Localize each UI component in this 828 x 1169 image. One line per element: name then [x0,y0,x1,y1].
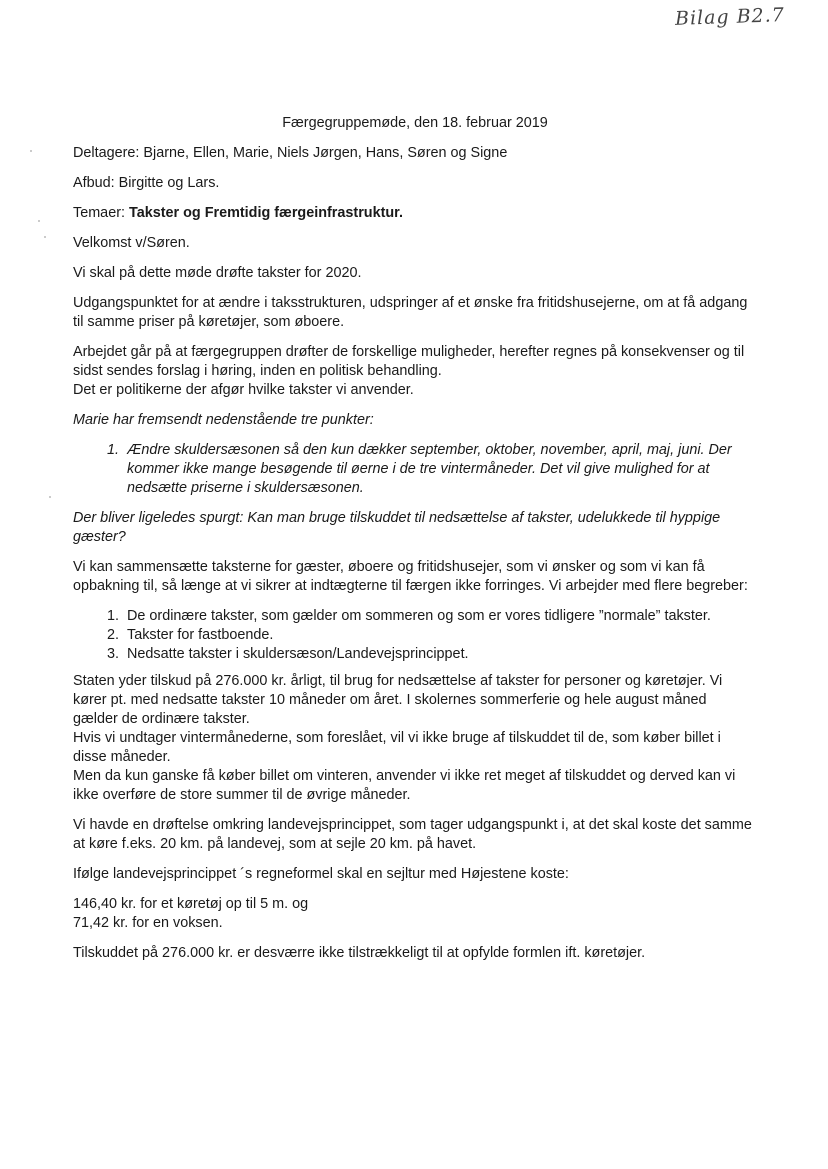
scan-speck [38,220,40,222]
scan-speck [49,496,51,498]
themes-value: Takster og Fremtidig færgeinfrastruktur. [128,205,403,221]
marie-intro: Marie har fremsendt nedenstående tre punkter: [73,412,374,428]
list-item: 2. Takster for fastboende. [123,626,753,645]
paragraph-5b: Hvis vi undtager vintermånederne, som foreslået, vil vi ikke bruge af tilskuddet til de, som køber billet i disse måneder. [73,730,721,765]
paragraph-3 [73,343,753,400]
absent-line: Afbud: Birgitte og Lars. [73,175,220,191]
themes-label: Temaer: [73,205,129,221]
participants-line: Deltagere: Bjarne, Ellen, Marie, Niels Jørgen, Hans, Søren og Signe [73,145,508,161]
appendix-stamp: Bilag B2.7 [674,4,786,30]
concepts-list [73,607,753,664]
welcome-line: Velkomst v/Søren. [73,235,190,251]
paragraph-1: Vi skal på dette møde drøfte takster for 2020. [73,265,362,281]
list-item: 1. De ordinære takster, som gælder om sommeren og som er vores tidligere ”normale” takster. [123,607,753,626]
paragraph-8: Tilskuddet på 276.000 kr. er desværre ikke tilstrækkeligt til at opfylde formlen ift. køretøjer. [73,945,646,961]
marie-points-list [73,441,753,498]
prices-block [73,895,753,933]
paragraph-5a: Staten yder tilskud på 276.000 kr. årligt, til brug for nedsættelse af takster for personer og køretøjer. Vi kører pt. med nedsatte takster 10 måneder om året. I skolernes sommerferie og hele august måned gælder de ordinære takster. [73,673,723,727]
list-item: 3. Nedsatte takster i skuldersæson/Landevejsprincippet. [123,645,753,664]
document-title: Færgegruppemøde, den 18. februar 2019 [282,115,548,131]
price-adult: 71,42 kr. for en voksen. [73,915,223,931]
paragraph-7: Ifølge landevejsprincippet ´s regneformel skal en sejltur med Højestene koste: [73,866,569,882]
paragraph-4: Vi kan sammensætte taksterne for gæster, øboere og fritidshusejer, som vi ønsker og som vi kan få opbakning til, så længe at vi sikrer at indtægterne til færgen ikke forringes. Vi arbejder med flere begreber: [73,559,748,594]
paragraph-5 [73,672,753,805]
price-vehicle: 146,40 kr. for et køretøj op til 5 m. og [73,896,309,912]
paragraph-6: Vi havde en drøftelse omkring landevejsprincippet, som tager udgangspunkt i, at det skal koste det samme at køre f.eks. 20 km. på landevej, som at sejle 20 km. på havet. [73,817,752,852]
themes-line [73,204,753,223]
paragraph-3a: Arbejdet går på at færgegruppen drøfter de forskellige muligheder, herefter regnes på konsekvenser og til sidst sendes forslag i høring, inden en politisk behandling. [73,344,745,379]
list-item: 1. Ændre skuldersæsonen så den kun dækker september, oktober, november, april, maj, juni. Der kommer ikke mange besøgende til øerne i de tre vintermåneder. Det vil give mulighed for at nedsætte priserne i skuldersæsonen. [123,441,753,498]
scan-speck [30,150,32,152]
question-paragraph: Der bliver ligeledes spurgt: Kan man bruge tilskuddet til nedsættelse af takster, udelukkede til hyppige gæster? [73,510,721,545]
paragraph-3b: Det er politikerne der afgør hvilke takster vi anvender. [73,382,414,398]
scan-speck [44,236,46,238]
document-body [73,114,753,974]
paragraph-2: Udgangspunktet for at ændre i taksstrukturen, udspringer af et ønske fra fritidshusejerne, om at få adgang til samme priser på køretøjer, som øboere. [73,295,748,330]
paragraph-5c: Men da kun ganske få køber billet om vinteren, anvender vi ikke ret meget af tilskuddet og derved kan vi ikke overføre de store summer til de øvrige måneder. [73,768,736,803]
